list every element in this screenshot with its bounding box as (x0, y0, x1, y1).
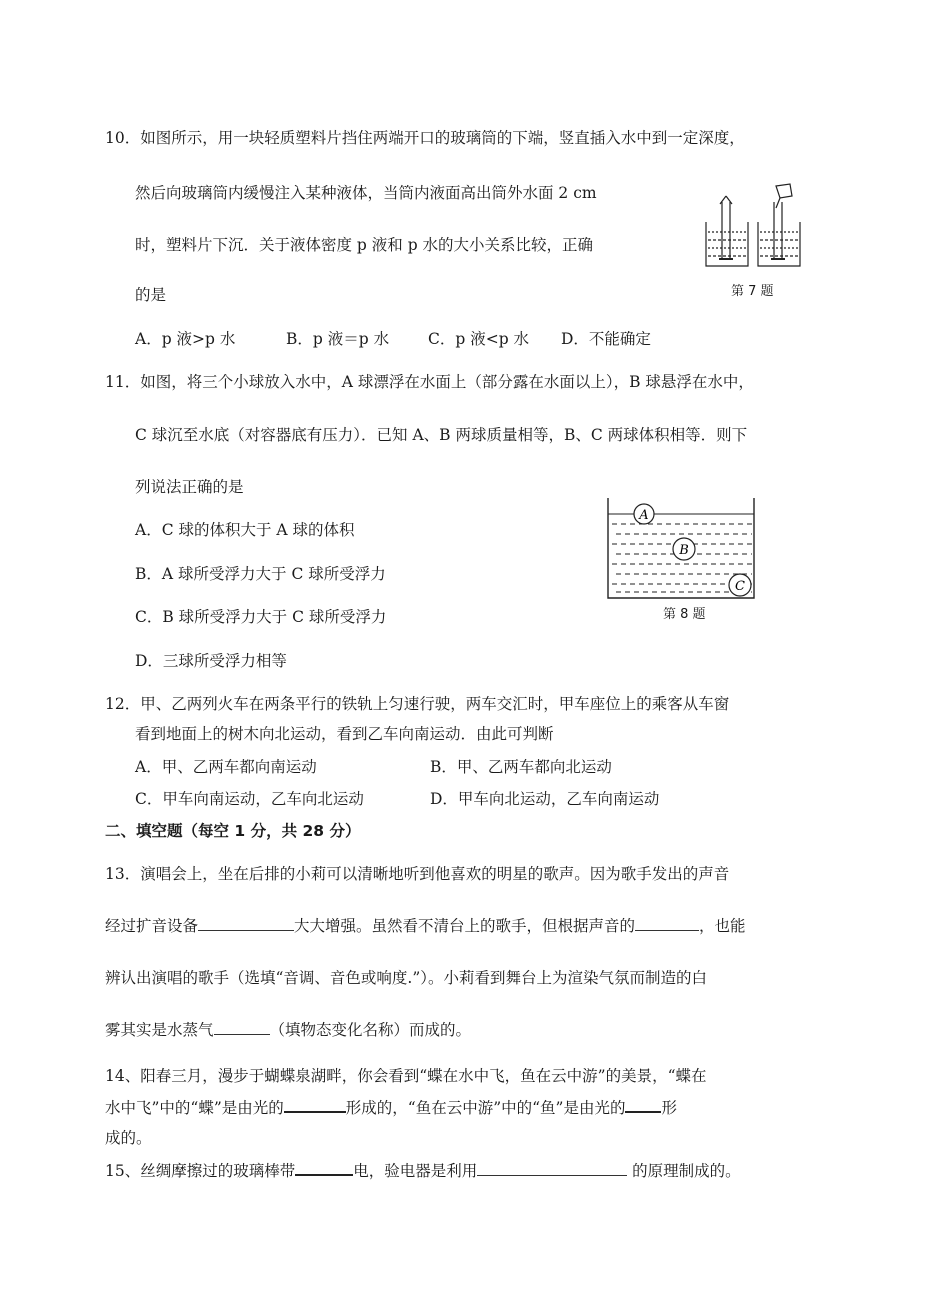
q11-option-c: C．B 球所受浮力大于 C 球所受浮力 (135, 608, 387, 626)
q15-line1-part3: 的原理制成的。 (627, 1162, 741, 1180)
q10-option-c: C．p 液<p 水 (428, 330, 530, 348)
q13-line4 (105, 1020, 471, 1040)
q10-line2: 然后向玻璃筒内缓慢注入某种液体，当筒内液面高出筒外水面 2 cm (135, 184, 597, 202)
q11-option-d: D．三球所受浮力相等 (135, 652, 287, 670)
q14-line1: 14、阳春三月，漫步于蝴蝶泉湖畔，你会看到“蝶在水中飞，鱼在云中游”的美景，“蝶在 (105, 1067, 707, 1085)
q12-option-b: B．甲、乙两车都向北运动 (430, 758, 612, 776)
ball-b-label: B (679, 543, 689, 558)
q15-blank-1[interactable] (295, 1160, 353, 1176)
q13-line4-part1: 雾其实是水蒸气 (105, 1021, 214, 1039)
q13-line2-part3: ，也能 (699, 917, 746, 935)
q15-blank-2[interactable] (477, 1161, 627, 1176)
q13-line3: 辨认出演唱的歌手（选填“音调、音色或响度.”）。小莉看到舞台上为渲染气氛而制造的白 (105, 969, 708, 987)
q13-line2-part1: 经过扩音设备 (105, 917, 199, 935)
q10-figure (700, 182, 805, 272)
q11-figure-caption: 第 8 题 (663, 607, 706, 622)
q12-option-a: A．甲、乙两车都向南运动 (135, 758, 317, 776)
q12-option-d: D．甲车向北运动，乙车向南运动 (430, 790, 660, 808)
q15-line1-part1: 15、丝绸摩擦过的玻璃棒带 (105, 1162, 296, 1180)
q11-figure (606, 496, 758, 602)
q14-line2-part3: 形 (661, 1099, 677, 1117)
q11-option-b: B．A 球所受浮力大于 C 球所受浮力 (135, 565, 386, 583)
q13-line2-part2: 大大增强。虽然看不清台上的歌手，但根据声音的 (294, 917, 636, 935)
q12-option-c: C．甲车向南运动，乙车向北运动 (135, 790, 364, 808)
q13-blank-3[interactable] (214, 1020, 270, 1035)
q15-line1-part2: 电，验电器是利用 (353, 1162, 478, 1180)
q10-line4: 的是 (135, 286, 167, 304)
q15-line1 (105, 1160, 741, 1181)
q11-option-a: A．C 球的体积大于 A 球的体积 (135, 521, 355, 539)
q13-blank-2[interactable] (635, 916, 699, 931)
q13-line4-part2: （填物态变化名称）而成的。 (269, 1021, 472, 1039)
q14-line2 (105, 1097, 677, 1118)
q14-line2-part2: 形成的，“鱼在云中游”中的“鱼”是由光的 (345, 1099, 626, 1117)
q13-line1: 13．演唱会上，坐在后排的小莉可以清晰地听到他喜欢的明星的歌声。因为歌手发出的声音 (105, 865, 730, 883)
ball-c-label: C (735, 579, 745, 594)
q14-line3: 成的。 (105, 1129, 152, 1147)
q13-line2 (105, 916, 746, 936)
q11-line2: C 球沉至水底（对容器底有压力）．已知 A、B 两球质量相等，B、C 两球体积相等．则下 (135, 426, 748, 444)
ball-a-label: A (639, 508, 649, 523)
q12-line2: 看到地面上的树木向北运动，看到乙车向南运动．由此可判断 (135, 725, 554, 743)
q10-option-a: A．p 液>p 水 (135, 330, 236, 348)
q11-line1: 11．如图，将三个小球放入水中，A 球漂浮在水面上（部分露在水面以上），B 球悬浮在水中， (105, 373, 754, 391)
q14-blank-2[interactable] (625, 1097, 661, 1113)
q10-option-b: B．p 液＝p 水 (286, 330, 390, 348)
q14-blank-1[interactable] (284, 1097, 346, 1113)
q12-line1: 12．甲、乙两列火车在两条平行的铁轨上匀速行驶，两车交汇时，甲车座位上的乘客从车窗 (105, 695, 730, 713)
q10-line1: 10．如图所示，用一块轻质塑料片挡住两端开口的玻璃筒的下端，竖直插入水中到一定深度， (105, 129, 745, 147)
q14-line2-part1: 水中飞”中的“蝶”是由光的 (105, 1099, 284, 1117)
q10-figure-caption: 第 7 题 (731, 284, 774, 299)
q13-blank-1[interactable] (198, 916, 294, 931)
section-heading: 二、填空题（每空 1 分，共 28 分） (105, 822, 361, 840)
q11-line3: 列说法正确的是 (135, 478, 244, 496)
q10-option-d: D．不能确定 (561, 330, 651, 348)
q10-line3: 时，塑料片下沉．关于液体密度 p 液和 p 水的大小关系比较，正确 (135, 236, 594, 254)
